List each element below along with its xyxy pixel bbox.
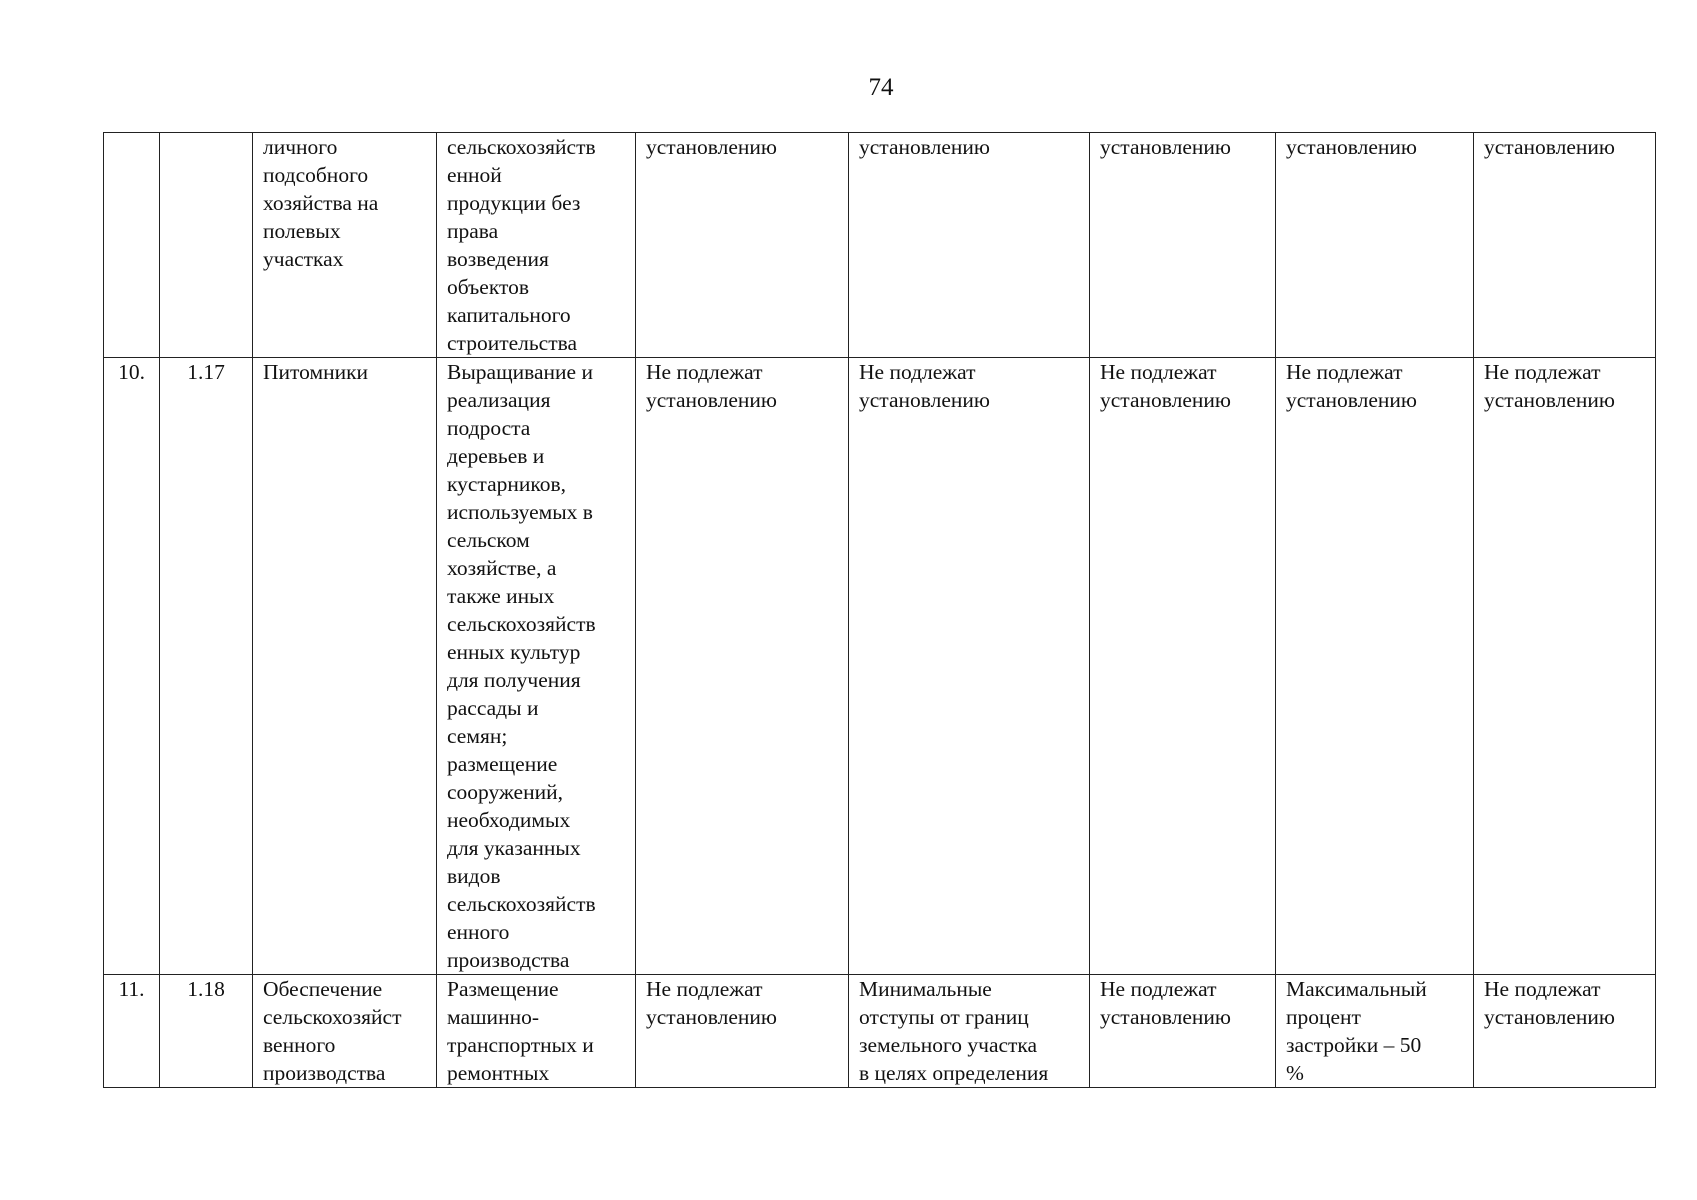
use-description-cell: сельскохозяйств енной продукции без права возведения объектов капитального строительства	[437, 133, 636, 358]
code-cell: 1.18	[160, 975, 253, 1088]
parameter-cell: Не подлежат установлению	[636, 975, 849, 1088]
parameter-cell: Не подлежат установлению	[1090, 358, 1276, 975]
row-number-cell: 10.	[104, 358, 160, 975]
setback-cell: Минимальные отступы от границ земельного участка в целях определения	[849, 975, 1090, 1088]
parameter-cell: установлению	[1090, 133, 1276, 358]
land-use-regulations-table	[103, 132, 1656, 1088]
table-row	[104, 358, 1656, 975]
coverage-cell: Максимальный процент застройки – 50 %	[1276, 975, 1474, 1088]
row-number-cell: 11.	[104, 975, 160, 1088]
code-cell	[160, 133, 253, 358]
code-cell: 1.17	[160, 358, 253, 975]
use-description-cell: Выращивание и реализация подроста деревьев и кустарников, используемых в сельском хозяйстве, а также иных сельскохозяйств енных культур для получения рассады и семян; размещение сооружений, необходимых для указанных видов сельскохозяйств енного производства	[437, 358, 636, 975]
setback-cell: Не подлежат установлению	[849, 358, 1090, 975]
use-name-cell: Питомники	[253, 358, 437, 975]
parameter-cell: Не подлежат установлению	[1474, 358, 1656, 975]
parameter-cell: установлению	[1474, 133, 1656, 358]
parameter-cell: установлению	[636, 133, 849, 358]
row-number-cell	[104, 133, 160, 358]
use-description-cell: Размещение машинно- транспортных и ремонтных	[437, 975, 636, 1088]
setback-cell: установлению	[849, 133, 1090, 358]
parameter-cell: Не подлежат установлению	[636, 358, 849, 975]
table-row	[104, 975, 1656, 1088]
use-name-cell: личного подсобного хозяйства на полевых участках	[253, 133, 437, 358]
page-number: 74	[868, 74, 894, 101]
parameter-cell: Не подлежат установлению	[1474, 975, 1656, 1088]
use-name-cell: Обеспечение сельскохозяйст венного производства	[253, 975, 437, 1088]
coverage-cell: Не подлежат установлению	[1276, 358, 1474, 975]
coverage-cell: установлению	[1276, 133, 1474, 358]
parameter-cell: Не подлежат установлению	[1090, 975, 1276, 1088]
table-row	[104, 133, 1656, 358]
